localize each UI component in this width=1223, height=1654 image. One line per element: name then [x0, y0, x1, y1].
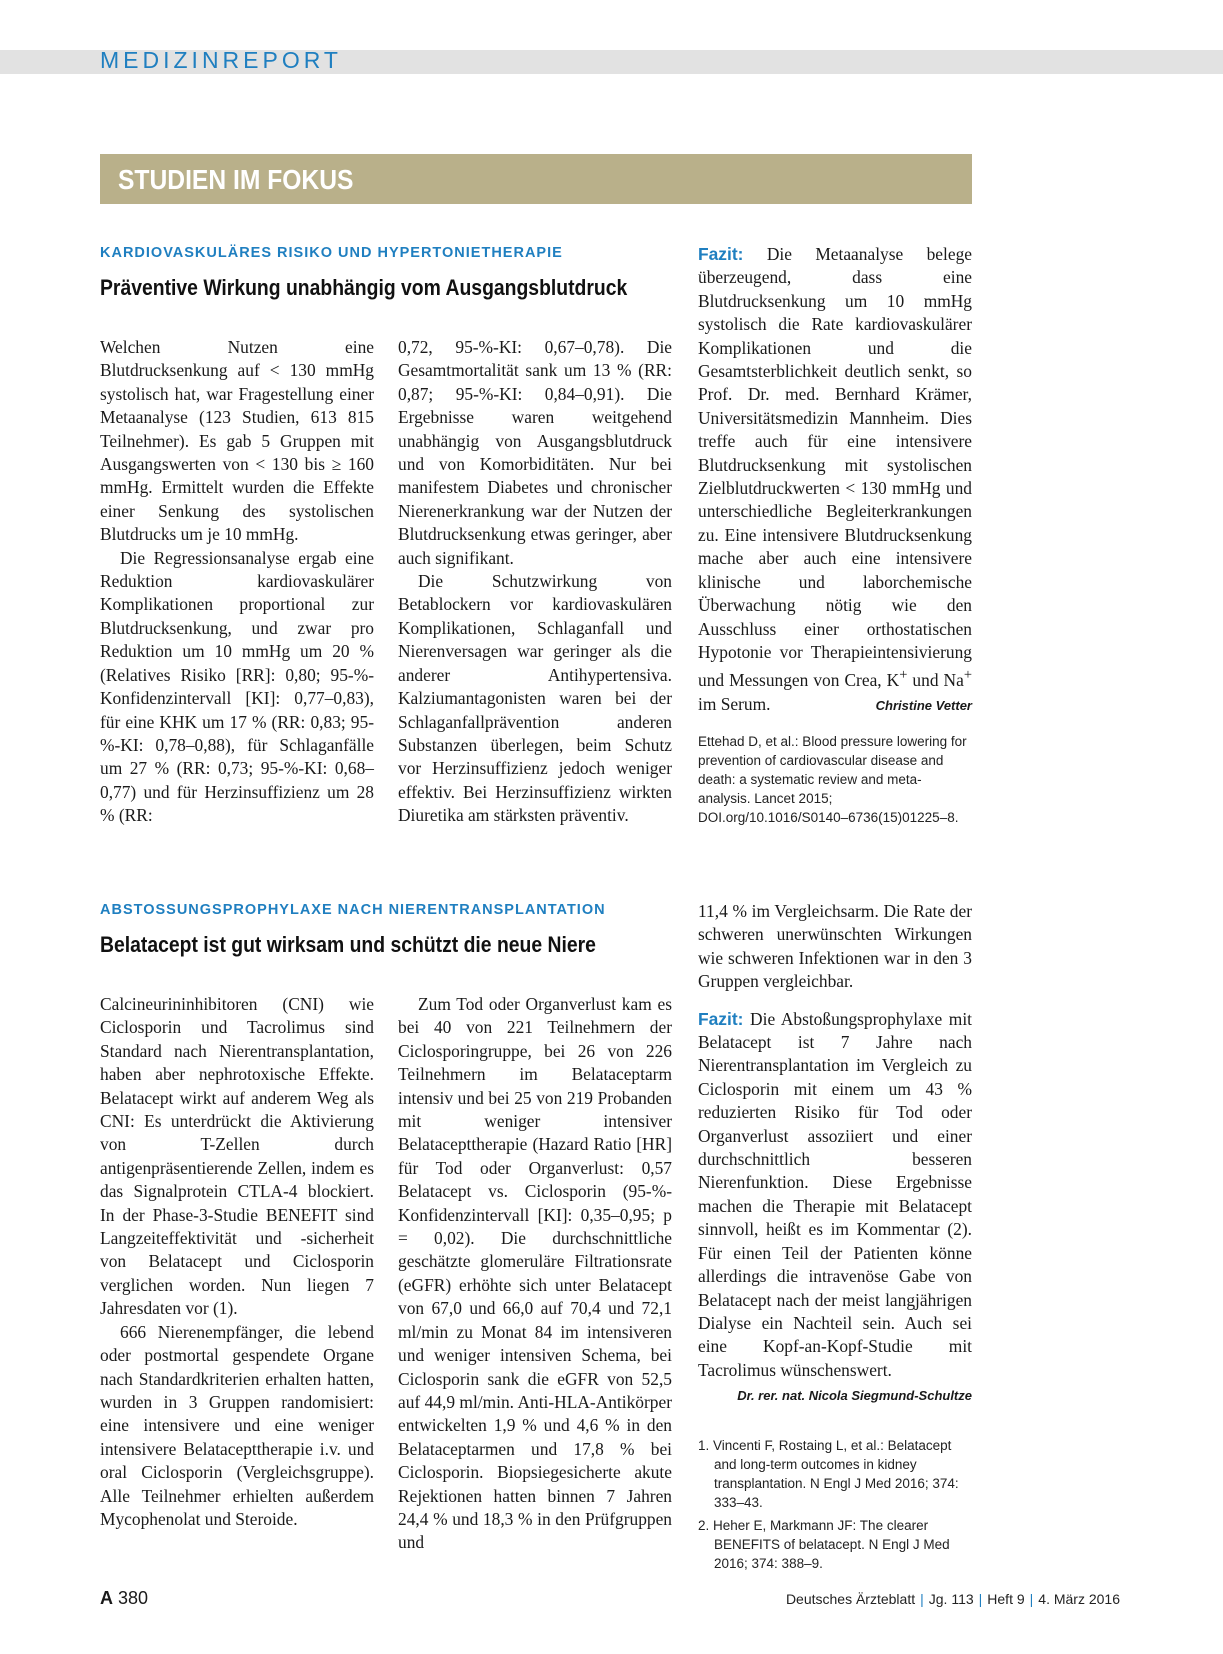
- page-number: A 380: [100, 1588, 149, 1608]
- date: 4. März 2016: [1038, 1591, 1120, 1607]
- article2-column-2: [398, 993, 672, 1555]
- author-name: Dr. rer. nat. Nicola Siegmund-Schultze: [737, 1388, 972, 1404]
- paragraph: Calcineurininhibitoren (CNI) wie Ciclosporin und Tacrolimus sind Standard nach Nierentransplantation, haben aber nephrotoxische Effekte. Belatacept wirkt auf anderem Weg als CNI: Es unterdrückt die Aktivierung von T-Zellen durch antigenpräsentierende Zellen, indem es das Signalprotein CTLA-4 blockiert. In der Phase-3-Studie BENEFIT sind Langzeiteffektivität und -sicherheit von Belatacept und Ciclosporin verglichen worden. Nun liegen 7 Jahresdaten vor (1).: [100, 994, 374, 1319]
- article1-fazit: [698, 243, 972, 717]
- fazit-text: und Na: [907, 670, 964, 691]
- section-banner: [100, 154, 972, 204]
- paragraph: Die Schutzwirkung von Betablockern vor kardiovaskulären Komplikationen, Schlaganfall und Nierenversagen war geringer als die anderer Antihypertensiva. Kalziumantagonisten waren bei der Schlaganfallprävention anderen Substanzen überlegen, beim Schutz vor Herzinsuffizienz jedoch weniger effektiv. Bei Herzinsuffizienz wirkten Diuretika am stärksten präventiv.: [398, 571, 672, 826]
- article1-kicker: KARDIOVASKULÄRES RISIKO UND HYPERTONIETHERAPIE: [100, 245, 563, 261]
- author-name: Christine Vetter: [875, 697, 972, 713]
- reference-item: Ettehad D, et al.: Blood pressure lowering for prevention of cardiovascular disease and death: a systematic review and meta-analysis. Lancet 2015; DOI.org/10.1016/S0140–6736(15)01225–8.: [698, 734, 967, 825]
- article2-references: [698, 1436, 972, 1577]
- paragraph: Welchen Nutzen eine Blutdrucksenkung auf < 130 mmHg systolisch hat, war Fragestellung einer Metaanalyse (123 Studien, 613 815 Teilnehmer). Es gab 5 Gruppen mit Ausgangswerten von < 130 bis ≥ 160 mmHg. Ermittelt wurden die Effekte einer Senkung des systolischen Blutdrucks um je 10 mmHg.: [100, 337, 374, 545]
- fazit-text: Die Metaanalyse belege überzeugend, dass eine Blutdrucksenkung um 10 mmHg systolisch die Rate kardiovaskulärer Komplikationen und die Gesamtsterblichkeit deutlich senkt, so Prof. Dr. med. Bernhard Krämer, Universitätsmedizin Mannheim. Dies treffe auch für eine intensivere Blutdrucksenkung mit systolischen Zielblutdruckwerten < 130 mmHg und unterschiedliche Begleiterkrankungen zu. Eine intensivere Blutdrucksenkung mache aber auch eine intensivere klinische und laborchemische Überwachung nötig wie den Ausschluss einer orthostatischen Hypotonie vor Therapieintensivierung und Messungen von Crea, K: [698, 244, 972, 691]
- paragraph: 11,4 % im Vergleichsarm. Die Rate der schweren unerwünschten Wirkungen wie schweren Infektionen war in den 3 Gruppen vergleichbar.: [698, 901, 972, 992]
- paragraph: 0,72, 95-%-KI: 0,67–0,78). Die Gesamtmortalität sank um 13 % (RR: 0,87; 95-%-KI: 0,84–0,91). Die Ergebnisse waren weitgehend unabhängig von Ausgangsblutdruck und von Komorbiditäten. Nur bei manifestem Diabetes und chronischer Nierenerkrankung war der Nutzen der Blutdrucksenkung etwas geringer, aber auch signifikant.: [398, 337, 672, 568]
- article2-column-3: [698, 900, 972, 1408]
- journal-name: Deutsches Ärzteblatt: [785, 1591, 916, 1607]
- article1-headline: Präventive Wirkung unabhängig vom Ausgangsblutdruck: [100, 275, 628, 300]
- banner-title: STUDIEN IM FOKUS: [118, 164, 354, 195]
- paragraph: Zum Tod oder Organverlust kam es bei 40 von 221 Teilnehmern der Ciclosporingruppe, bei 26 von 226 Teilnehmern im Belataceptarm intensiv und bei 25 von 219 Probanden mit weniger intensiver Belatacepttherapie (Hazard Ratio [HR] für Tod oder Organverlust: 0,57 Belatacept vs. Ciclosporin (95-%-Konfidenzintervall [KI]: 0,35–0,95; p = 0,02). Die durchschnittliche geschätzte glomeruläre Filtrationsrate (eGFR) erhöhte sich unter Belatacept von 67,0 und 66,0 auf 70,4 und 72,1 ml/min zu Monat 84 im intensiveren und weniger intensiven Schema, bei Ciclosporin sank die eGFR von 52,5 auf 44,9 ml/min. Anti-HLA-Antikörper entwickelten 1,9 % und 4,6 % in den Belataceptarmen und 17,8 % bei Ciclosporin. Biopsiegesicherte akute Rejektionen hatten binnen 7 Jahren 24,4 % und 18,3 % in den Prüfgruppen und: [398, 994, 672, 1553]
- article1-column-1: [100, 336, 374, 828]
- reference-item: 1. Vincenti F, Rostaing L, et al.: Belatacept and long-term outcomes in kidney transplantation. N Engl J Med 2016; 374: 333–43.: [698, 1438, 959, 1510]
- article2-headline: Belatacept ist gut wirksam und schützt die neue Niere: [100, 932, 596, 957]
- paragraph: 666 Nierenempfänger, die lebend oder postmortal gespendete Organe nach Standardkriterien erhalten hatten, wurden in 3 Gruppen randomisiert: eine intensivere und eine weniger intensivere Belatacepttherapie i.v. und oral Ciclosporin (Vergleichsgruppe). Alle Teilnehmer erhielten außerdem Mycophenolat und Steroide.: [100, 1321, 374, 1529]
- volume: Jg. 113: [928, 1591, 974, 1607]
- fazit-label: Fazit:: [698, 244, 744, 264]
- issue: Heft 9: [987, 1591, 1025, 1607]
- fazit-text: Die Abstoßungsprophylaxe mit Belatacept ist 7 Jahre nach Nierentransplantation im Vergleich zu Ciclosporin mit einem um 43 % reduzierten Risiko für Tod oder Organverlust assoziiert und einer durchschnittlich besseren Nierenfunktion. Diese Ergebnisse machen die Therapie mit Belatacept sinnvoll, heißt es im Kommentar (2). Für einen Teil der Patienten könne allerdings die intravenöse Gabe von Belatacept nach der meist langjährigen Dialyse ein Nachteil sein. Auch sei eine Kopf-an-Kopf-Studie mit Tacrolimus wünschenswert.: [698, 1008, 972, 1380]
- article2-kicker: ABSTOSSUNGSPROPHYLAXE NACH NIERENTRANSPLANTATION: [100, 902, 606, 918]
- article2-column-1: [100, 993, 374, 1531]
- reference-item: 2. Heher E, Markmann JF: The clearer BENEFITS of belatacept. N Engl J Med 2016; 374: 388–9.: [698, 1518, 950, 1571]
- superscript: +: [899, 667, 908, 684]
- fazit-label: Fazit:: [698, 1008, 744, 1029]
- section-label: MEDIZINREPORT: [100, 47, 342, 73]
- article1-reference: [698, 732, 972, 831]
- superscript: +: [963, 667, 973, 684]
- article1-column-2: [398, 336, 672, 828]
- journal-info: Deutsches Ärzteblatt | Jg. 113 | Heft 9 | 4. März 2016: [785, 1591, 1120, 1607]
- fazit-text: im Serum.: [698, 693, 771, 714]
- paragraph: Die Regressionsanalyse ergab eine Reduktion kardiovaskulärer Komplikationen proportional zur Blutdrucksenkung, und zwar pro Reduktion um 10 mmHg um 20 % (Relatives Risiko [RR]: 0,80; 95-%-Konfidenzintervall [KI]: 0,77–0,83), für eine KHK um 17 % (RR: 0,83; 95-%-KI: 0,78–0,88), für Schlaganfälle um 27 % (RR: 0,73; 95-%-KI: 0,68–0,77) und für Herzinsuffizienz um 28 % (RR:: [100, 547, 374, 826]
